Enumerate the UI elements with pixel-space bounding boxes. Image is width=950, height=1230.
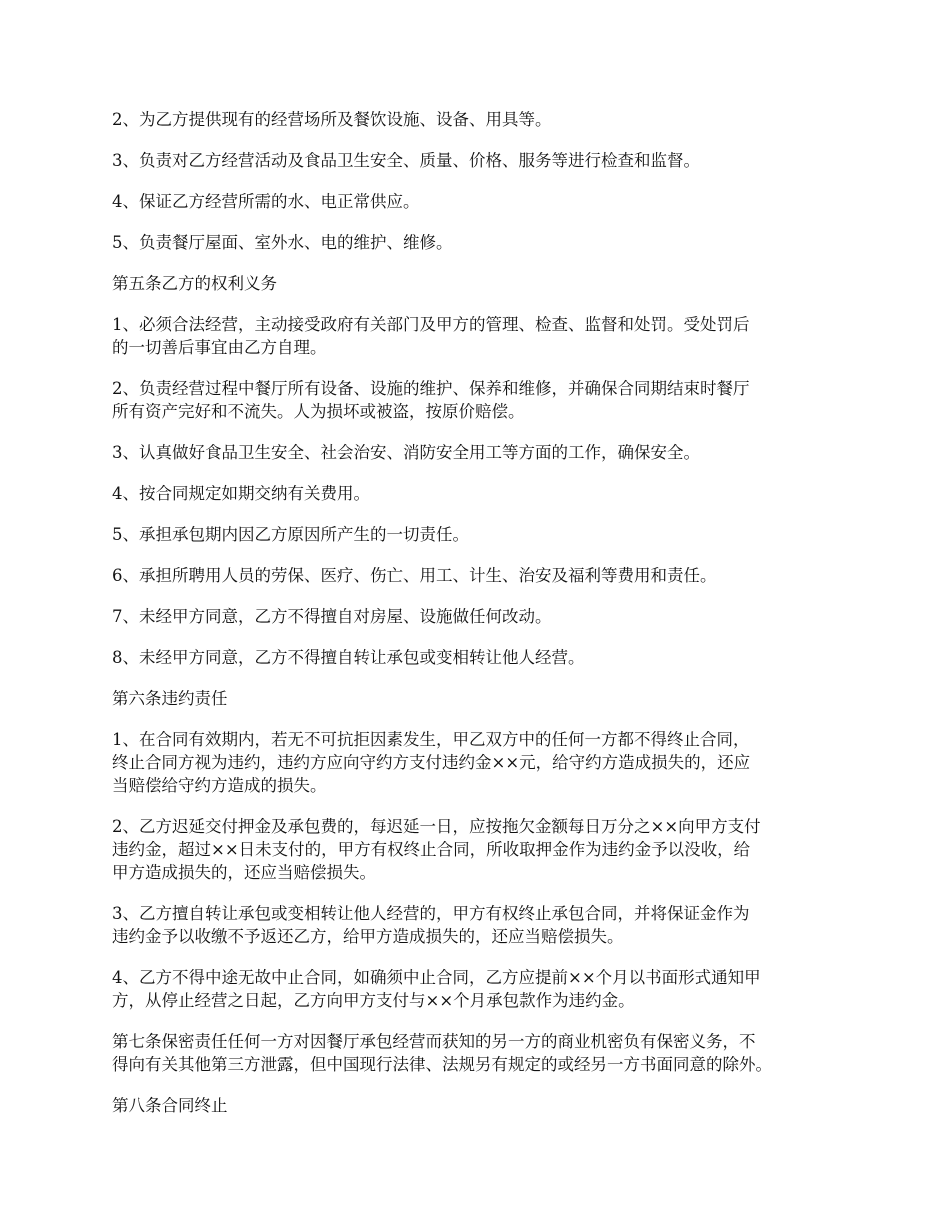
text-line: 违约金予以收缴不予返还乙方，给甲方造成损失的，还应当赔偿损失。 <box>112 927 624 946</box>
text-line: 的一切善后事宜由乙方自理。 <box>112 338 327 357</box>
text-line: 7、未经甲方同意，乙方不得擅自对房屋、设施做任何改动。 <box>112 607 552 626</box>
text-line: 当赔偿给守约方造成的损失。 <box>112 776 327 795</box>
paragraph-8 <box>112 441 857 464</box>
text-line: 2、为乙方提供现有的经营场所及餐饮设施、设备、用具等。 <box>112 110 552 129</box>
paragraph-7 <box>112 377 857 423</box>
paragraph-10 <box>112 523 857 546</box>
paragraph-9 <box>112 482 857 505</box>
section-heading-article-5 <box>112 272 857 295</box>
section-heading-article-6 <box>112 687 857 710</box>
text-line: 第五条乙方的权利义务 <box>112 274 277 293</box>
text-line: 第七条保密责任任何一方对因餐厅承包经营而获知的另一方的商业机密负有保密义务，不 <box>112 1032 756 1051</box>
text-line: 2、负责经营过程中餐厅所有设备、设施的维护、保养和维修，并确保合同期结束时餐厅 <box>112 379 750 398</box>
paragraph-2 <box>112 149 857 172</box>
text-line: 4、保证乙方经营所需的水、电正常供应。 <box>112 192 420 211</box>
text-line: 2、乙方迟延交付押金及承包费的，每迟延一日，应按拖欠金额每日万分之××向甲方支付 <box>112 817 761 836</box>
text-line: 1、必须合法经营，主动接受政府有关部门及甲方的管理、检查、监督和处罚。受处罚后 <box>112 315 750 334</box>
paragraph-1 <box>112 108 857 131</box>
text-line: 3、认真做好食品卫生安全、社会治安、消防安全用工等方面的工作，确保安全。 <box>112 443 700 462</box>
text-line: 4、乙方不得中途无故中止合同，如确须中止合同，乙方应提前××个月以书面形式通知甲 <box>112 968 761 987</box>
text-line: 得向有关其他第三方泄露，但中国现行法律、法规另有规定的或经另一方书面同意的除外。 <box>112 1055 772 1074</box>
document-page <box>112 108 857 1135</box>
text-line: 5、负责餐厅屋面、室外水、电的维护、维修。 <box>112 233 453 252</box>
text-line: 终止合同方视为违约，违约方应向守约方支付违约金××元，给守约方造成损失的，还应 <box>112 753 751 772</box>
paragraph-13 <box>112 646 857 669</box>
text-line: 第八条合同终止 <box>112 1096 228 1115</box>
paragraph-17 <box>112 902 857 948</box>
text-line: 6、承担所聘用人员的劳保、医疗、伤亡、用工、计生、治安及福利等费用和责任。 <box>112 566 717 585</box>
paragraph-15 <box>112 728 857 797</box>
text-line: 8、未经甲方同意，乙方不得擅自转让承包或变相转让他人经营。 <box>112 648 585 667</box>
paragraph-18 <box>112 966 857 1012</box>
paragraph-3 <box>112 190 857 213</box>
section-article-7 <box>112 1030 857 1076</box>
text-line: 3、负责对乙方经营活动及食品卫生安全、质量、价格、服务等进行检查和监督。 <box>112 151 700 170</box>
paragraph-4 <box>112 231 857 254</box>
paragraph-12 <box>112 605 857 628</box>
text-line: 4、按合同规定如期交纳有关费用。 <box>112 484 370 503</box>
text-line: 所有资产完好和不流失。人为损坏或被盗，按原价赔偿。 <box>112 402 525 421</box>
paragraph-16 <box>112 815 857 884</box>
section-heading-article-8 <box>112 1094 857 1117</box>
text-line: 5、承担承包期内因乙方原因所产生的一切责任。 <box>112 525 469 544</box>
text-line: 3、乙方擅自转让承包或变相转让他人经营的，甲方有权终止承包合同，并将保证金作为 <box>112 904 750 923</box>
text-line: 1、在合同有效期内，若无不可抗拒因素发生，甲乙双方中的任何一方都不得终止合同， <box>112 730 750 749</box>
text-line: 第六条违约责任 <box>112 689 228 708</box>
paragraph-6 <box>112 313 857 359</box>
text-line: 甲方造成损失的，还应当赔偿损失。 <box>112 863 376 882</box>
text-line: 违约金，超过××日未支付的，甲方有权终止合同，所收取押金作为违约金予以没收，给 <box>112 840 751 859</box>
text-line: 方，从停止经营之日起，乙方向甲方支付与××个月承包款作为违约金。 <box>112 991 635 1010</box>
paragraph-11 <box>112 564 857 587</box>
